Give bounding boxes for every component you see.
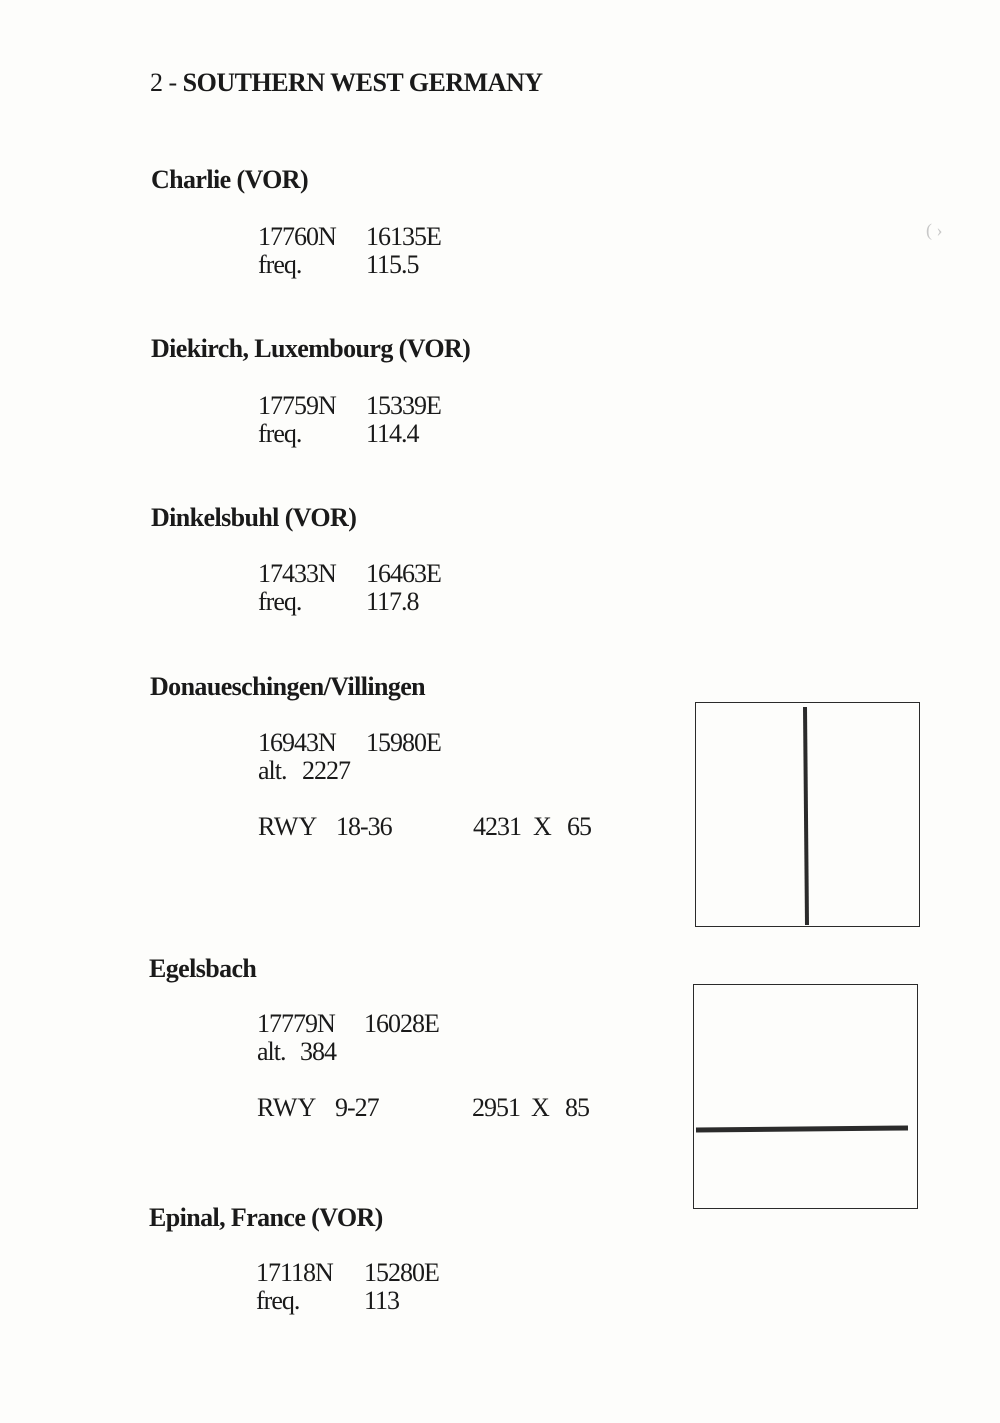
longitude: 16463E [366, 559, 441, 588]
runway-diagram-svg [696, 703, 919, 926]
latitude: 17759N [258, 391, 336, 420]
runway-diagram [693, 984, 918, 1209]
field-value: 117.8 [366, 587, 419, 616]
runway-width: 85 [565, 1093, 589, 1122]
latitude: 17760N [258, 222, 336, 251]
latitude: 17779N [257, 1009, 335, 1038]
runway-length: 2951 [472, 1093, 520, 1122]
scan-artifact: ( › [926, 220, 943, 240]
section-number: 2 [150, 68, 163, 97]
runway-strip-9-27 [696, 1128, 908, 1130]
region-name: SOUTHERN WEST GERMANY [182, 68, 543, 97]
longitude: 15339E [366, 391, 441, 420]
field-label: freq. [258, 250, 302, 279]
runway-label: RWY [258, 812, 318, 841]
runway-ident: 18-36 [336, 812, 392, 841]
longitude: 16028E [364, 1009, 439, 1038]
page-title [150, 68, 543, 98]
title-separator: - [168, 68, 177, 97]
field-value: 114.4 [366, 419, 419, 448]
runway-x: X [533, 812, 551, 841]
runway-ident: 9-27 [335, 1093, 379, 1122]
entry-heading: Dinkelsbuhl (VOR) [151, 503, 357, 532]
entry-heading: Epinal, France (VOR) [149, 1203, 383, 1232]
entry-heading: Donaueschingen/Villingen [150, 672, 426, 701]
field-label: alt. [257, 1037, 286, 1066]
field-label: freq. [256, 1286, 300, 1315]
runway-diagram-svg [694, 985, 917, 1208]
longitude: 15280E [364, 1258, 439, 1287]
entry-heading: Diekirch, Luxembourg (VOR) [151, 334, 471, 363]
field-value: 2227 [302, 756, 350, 785]
runway-x: X [531, 1093, 549, 1122]
field-label: alt. [258, 756, 287, 785]
entry-heading: Egelsbach [149, 954, 257, 983]
entry-heading: Charlie (VOR) [151, 165, 309, 194]
runway-length: 4231 [473, 812, 521, 841]
latitude: 17433N [258, 559, 336, 588]
field-value: 384 [300, 1037, 336, 1066]
field-label: freq. [258, 587, 302, 616]
latitude: 16943N [258, 728, 336, 757]
field-value: 113 [364, 1286, 400, 1315]
runway-width: 65 [567, 812, 591, 841]
field-value: 115.5 [366, 250, 419, 279]
runway-diagram [695, 702, 920, 927]
runway-label: RWY [257, 1093, 317, 1122]
latitude: 17118N [256, 1258, 333, 1287]
longitude: 15980E [366, 728, 441, 757]
runway-strip-18-36 [805, 707, 807, 925]
field-label: freq. [258, 419, 302, 448]
longitude: 16135E [366, 222, 441, 251]
